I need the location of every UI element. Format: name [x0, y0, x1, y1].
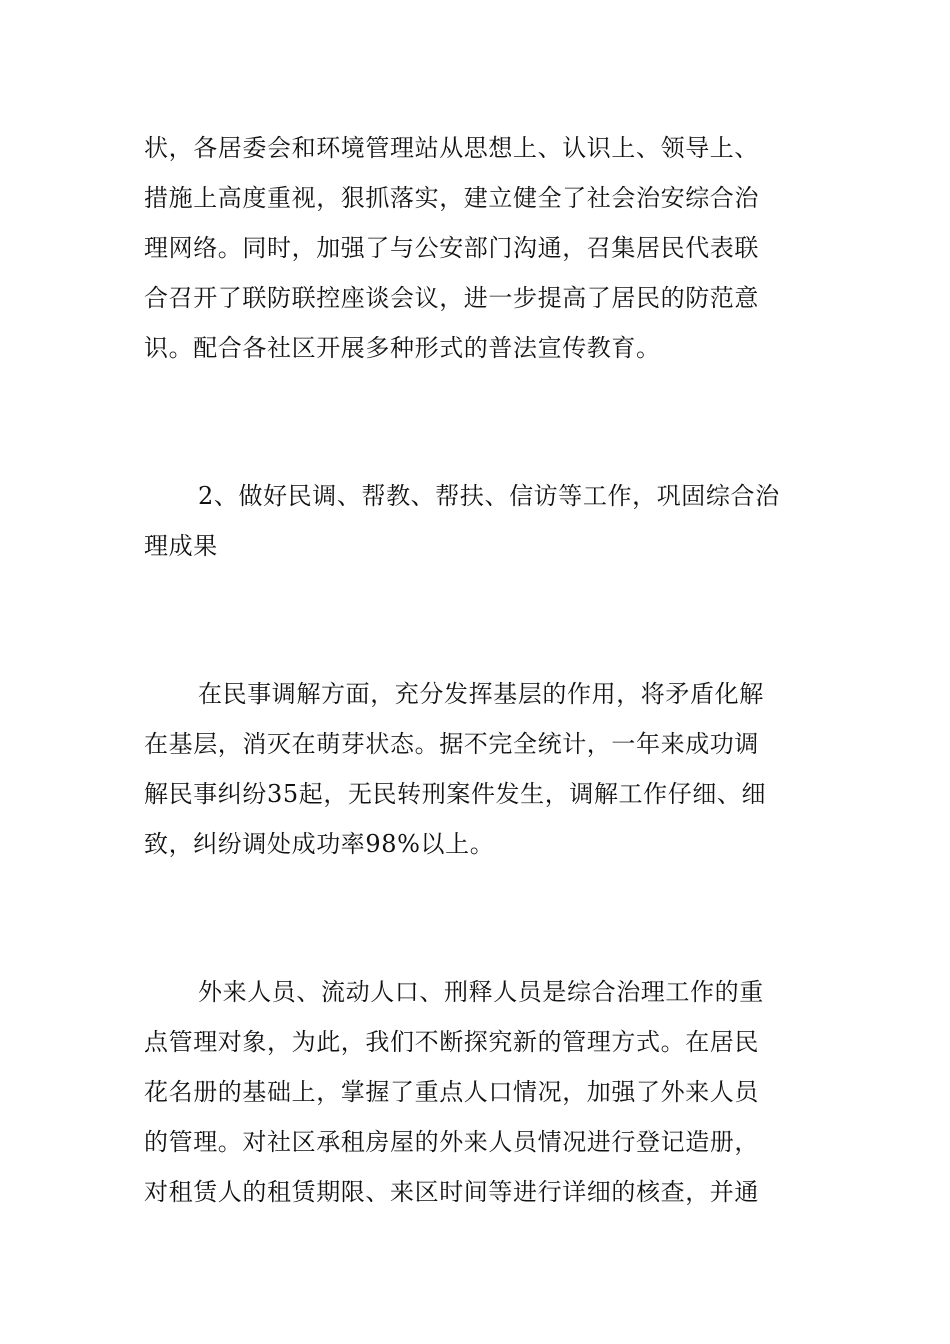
text-line: 状，各居委会和环境管理站从思想上、认识上、领导上、	[144, 134, 759, 162]
text-line: 花名册的基础上，掌握了重点人口情况，加强了外来人员	[144, 1078, 759, 1106]
text-line: 致，纠纷调处成功率98%以上。	[144, 830, 495, 858]
text-line: 在民事调解方面，充分发挥基层的作用，将矛盾化解	[198, 680, 764, 708]
text-line: 合召开了联防联控座谈会议，进一步提高了居民的防范意	[144, 284, 759, 312]
text-line: 理网络。同时，加强了与公安部门沟通，召集居民代表联	[144, 234, 759, 262]
text-line: 2、做好民调、帮教、帮扶、信访等工作，巩固综合治	[198, 482, 780, 510]
text-line: 措施上高度重视，狠抓落实，建立健全了社会治安综合治	[144, 184, 759, 212]
text-line: 理成果	[144, 532, 218, 560]
text-line: 在基层，消灭在萌芽状态。据不完全统计，一年来成功调	[144, 730, 759, 758]
text-line: 点管理对象，为此，我们不断探究新的管理方式。在居民	[144, 1028, 759, 1056]
text-line: 的管理。对社区承租房屋的外来人员情况进行登记造册，	[144, 1128, 759, 1156]
text-line: 外来人员、流动人口、刑释人员是综合治理工作的重	[198, 978, 764, 1006]
text-line: 识。配合各社区开展多种形式的普法宣传教育。	[144, 334, 661, 362]
text-line: 对租赁人的租赁期限、来区时间等进行详细的核查，并通	[144, 1178, 759, 1206]
text-line: 解民事纠纷35起，无民转刑案件发生，调解工作仔细、细	[144, 780, 767, 808]
